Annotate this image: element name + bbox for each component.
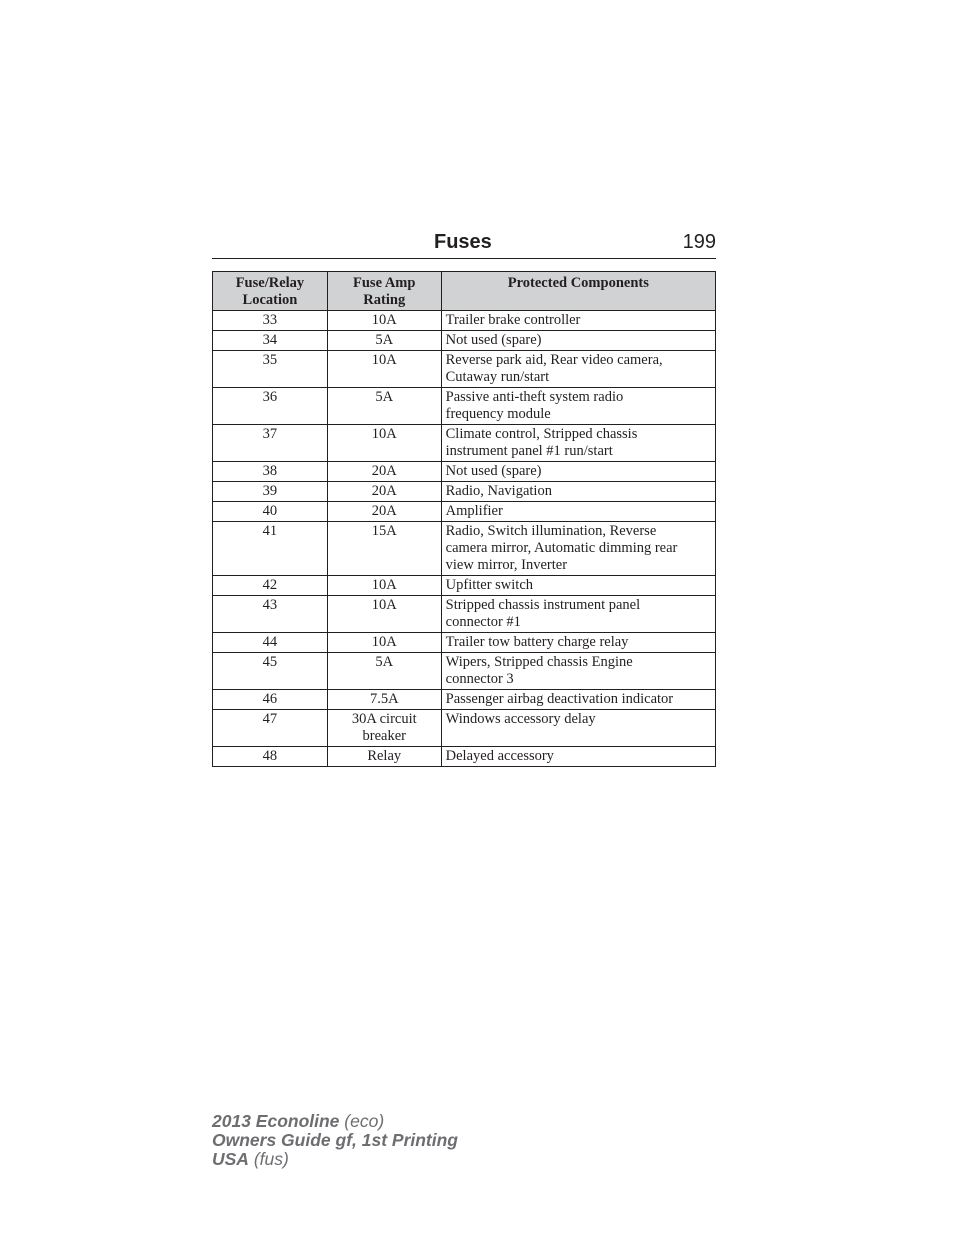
components-line: instrument panel #1 run/start <box>445 443 613 459</box>
rating-line: 10A <box>371 312 397 328</box>
footer-model-code: (eco) <box>339 1111 385 1131</box>
cell-location: 37 <box>213 425 328 462</box>
table-row <box>213 388 716 425</box>
components-line: Cutaway run/start <box>445 369 550 385</box>
components-line: Upfitter switch <box>445 577 534 593</box>
cell-rating <box>327 311 441 331</box>
cell-location: 38 <box>213 462 328 482</box>
components-line: Windows accessory delay <box>445 711 596 727</box>
table-row <box>213 710 716 747</box>
cell-location: 39 <box>213 482 328 502</box>
rating-line: breaker <box>362 728 406 744</box>
footer-model: 2013 Econoline <box>212 1111 340 1131</box>
cell-components <box>441 747 715 767</box>
cell-rating <box>327 747 441 767</box>
section-title: Fuses <box>434 231 492 253</box>
components-line: Reverse park aid, Rear video camera, <box>445 352 663 368</box>
components-line: Radio, Navigation <box>445 483 552 499</box>
header-line: Rating <box>363 292 406 308</box>
table-row <box>213 425 716 462</box>
components-line: Passive anti-theft system radio <box>445 389 624 405</box>
cell-components <box>441 388 715 425</box>
rating-line: 10A <box>371 597 397 613</box>
table-row <box>213 596 716 633</box>
components-line: Amplifier <box>445 503 503 519</box>
components-line: Passenger airbag deactivation indicator <box>445 691 674 707</box>
cell-location: 42 <box>213 576 328 596</box>
cell-components <box>441 351 715 388</box>
components-line: Delayed accessory <box>445 748 554 764</box>
rating-line: 15A <box>371 523 397 539</box>
footer-printing: Owners Guide gf, 1st Printing <box>212 1130 458 1150</box>
cell-rating <box>327 351 441 388</box>
header-line: Location <box>242 292 298 308</box>
components-line: Wipers, Stripped chassis Engine <box>445 654 633 670</box>
cell-components <box>441 596 715 633</box>
rating-line: 5A <box>375 389 394 405</box>
cell-location: 34 <box>213 331 328 351</box>
table-row <box>213 331 716 351</box>
rating-line: 10A <box>371 352 397 368</box>
components-line: view mirror, Inverter <box>445 557 568 573</box>
cell-rating <box>327 690 441 710</box>
footer-line-1 <box>212 1112 458 1131</box>
components-line: Trailer tow battery charge relay <box>445 634 629 650</box>
table-row <box>213 351 716 388</box>
rating-line: 20A <box>371 463 397 479</box>
cell-location: 35 <box>213 351 328 388</box>
column-header-rating <box>327 272 441 311</box>
table-row <box>213 522 716 576</box>
components-line: Stripped chassis instrument panel <box>445 597 641 613</box>
components-line: camera mirror, Automatic dimming rear <box>445 540 678 556</box>
cell-components <box>441 482 715 502</box>
cell-location: 33 <box>213 311 328 331</box>
header-line: Fuse Amp <box>353 275 416 291</box>
rating-line: 5A <box>375 654 394 670</box>
cell-rating <box>327 462 441 482</box>
table-row <box>213 502 716 522</box>
cell-rating <box>327 522 441 576</box>
cell-location: 44 <box>213 633 328 653</box>
cell-location: 45 <box>213 653 328 690</box>
page-number: 199 <box>682 231 716 253</box>
rating-line: Relay <box>367 748 402 764</box>
table-row <box>213 653 716 690</box>
cell-location: 40 <box>213 502 328 522</box>
column-header-location <box>213 272 328 311</box>
cell-rating <box>327 710 441 747</box>
rating-line: 20A <box>371 503 397 519</box>
cell-components <box>441 522 715 576</box>
components-line: Trailer brake controller <box>445 312 581 328</box>
table-row <box>213 311 716 331</box>
cell-components <box>441 425 715 462</box>
table-row <box>213 633 716 653</box>
cell-location: 47 <box>213 710 328 747</box>
footer-market-code: (fus) <box>248 1149 289 1169</box>
cell-rating <box>327 331 441 351</box>
rating-line: 30A circuit <box>351 711 417 727</box>
cell-components <box>441 633 715 653</box>
cell-components <box>441 311 715 331</box>
cell-components <box>441 576 715 596</box>
fuse-table <box>212 271 716 767</box>
rating-line: 20A <box>371 483 397 499</box>
rating-line: 10A <box>371 577 397 593</box>
cell-components <box>441 653 715 690</box>
cell-rating <box>327 576 441 596</box>
header-line: Protected Components <box>507 275 649 291</box>
column-header-components <box>441 272 715 311</box>
table-row <box>213 462 716 482</box>
cell-components <box>441 502 715 522</box>
cell-location: 36 <box>213 388 328 425</box>
components-line: Not used (spare) <box>445 332 542 348</box>
cell-location: 48 <box>213 747 328 767</box>
document-footer <box>212 1112 458 1169</box>
table-body <box>213 311 716 767</box>
components-line: connector #1 <box>445 614 521 630</box>
cell-rating <box>327 482 441 502</box>
cell-components <box>441 710 715 747</box>
components-line: frequency module <box>445 406 551 422</box>
cell-rating <box>327 596 441 633</box>
cell-location: 46 <box>213 690 328 710</box>
header-line: Fuse/Relay <box>235 275 305 291</box>
cell-rating <box>327 633 441 653</box>
components-line: connector 3 <box>445 671 514 687</box>
components-line: Climate control, Stripped chassis <box>445 426 638 442</box>
rating-line: 10A <box>371 634 397 650</box>
table-row <box>213 690 716 710</box>
cell-components <box>441 331 715 351</box>
rating-line: 7.5A <box>369 691 399 707</box>
table-row <box>213 747 716 767</box>
cell-components <box>441 690 715 710</box>
footer-line-2 <box>212 1131 458 1150</box>
page-header <box>212 228 716 259</box>
table-row <box>213 576 716 596</box>
table-row <box>213 482 716 502</box>
cell-location: 41 <box>213 522 328 576</box>
cell-rating <box>327 502 441 522</box>
footer-market: USA <box>212 1149 249 1169</box>
cell-location: 43 <box>213 596 328 633</box>
cell-rating <box>327 425 441 462</box>
table-header-row <box>213 272 716 311</box>
components-line: Radio, Switch illumination, Reverse <box>445 523 657 539</box>
rating-line: 5A <box>375 332 394 348</box>
cell-rating <box>327 388 441 425</box>
footer-line-3 <box>212 1150 458 1169</box>
components-line: Not used (spare) <box>445 463 542 479</box>
cell-components <box>441 462 715 482</box>
rating-line: 10A <box>371 426 397 442</box>
cell-rating <box>327 653 441 690</box>
